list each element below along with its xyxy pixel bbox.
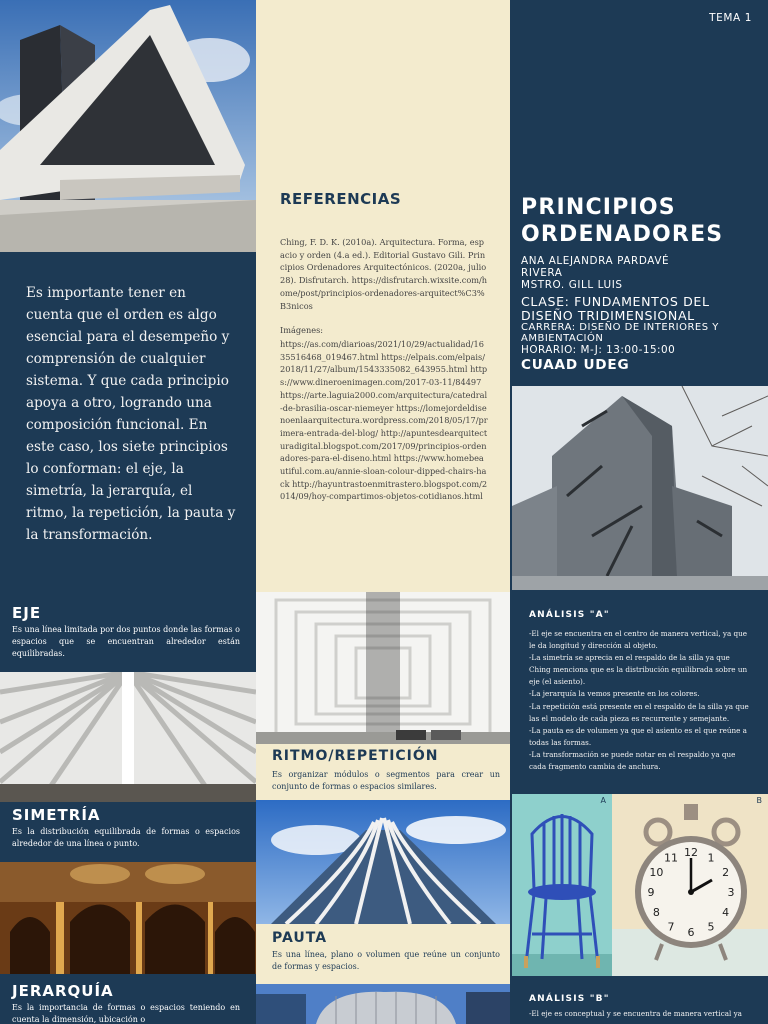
analysis-a-p2: -La simetría se aprecia en el respaldo de la silla ya que Ching menciona que es la distribución equilibrada sobre un eje (el asiento). xyxy=(529,653,748,687)
references-images: https://as.com/diarioas/2021/10/29/actualidad/1635516468_019467.html https://elpais.com/elpais/2018/11/27/album/1543335082_643955.html https://www.dineroenimagen.com/2017-03-11/84497 https://arte.laguia2000.com/arquitectura/catedral-de-brasilia-oscar-niemeyer https://lomejordeldisenoenlaarquitectura.wordpress.com/2018/05/17/primera-entrada-del-blog/ http://apuntesdearquitecturadigital.blogspot.com/2017/09/principios-ordenadores-para-el-diseno.html https://www.homebeautiful.com.au/annie-sloan-colour-dipped-chairs-hack http://hayuntrastoenmitrastero.blogspot.com/2014/09/hoy-compartimos-objetos-cotidianos.html xyxy=(280,339,488,502)
clock-number: 2 xyxy=(722,866,730,879)
eje-title: EJE xyxy=(12,604,42,622)
analysis-b-p1: -El eje es conceptual y se encuentra de manera vertical ya xyxy=(529,1009,742,1018)
ritmo-section xyxy=(256,744,510,800)
cathedral-photo xyxy=(256,800,510,924)
images-label: Imágenes: xyxy=(280,325,324,335)
chair-photo xyxy=(512,794,612,976)
clock-number: 9 xyxy=(647,886,655,899)
clock-number: 7 xyxy=(667,920,675,934)
ribs-photo xyxy=(0,672,256,802)
analysis-a-p6: -La transformación se puede notar en el respaldo ya que cada fragmento cambia de anchura. xyxy=(529,749,736,772)
class-line1: CLASE: FUNDAMENTOS DEL xyxy=(521,294,710,309)
simetria-text: Es la distribución equilibrada de formas o espacios alrededor de una línea o punto. xyxy=(12,827,240,849)
clock-photo xyxy=(612,794,768,976)
schedule: HORARIO: M-J: 13:00-15:00 xyxy=(521,344,676,357)
school: CUAAD UDEG xyxy=(521,357,630,373)
jerarquia-section xyxy=(0,974,256,1024)
class-line2: DISEÑO TRIDIMENSIONAL xyxy=(521,307,695,323)
clock-number: 3 xyxy=(727,886,735,899)
photo-label-a: A xyxy=(600,796,606,805)
author-line1: ANA ALEJANDRA PARDAVÉ xyxy=(521,255,670,267)
photo-label-b: B xyxy=(756,796,762,805)
cover-title xyxy=(521,194,723,248)
cover-title-line1: PRINCIPIOS xyxy=(521,195,676,220)
ritmo-title: RITMO/REPETICIÓN xyxy=(272,748,439,764)
jerarquia-text: Es la importancia de formas o espacios teniendo en cuenta la dimensión, ubicación o xyxy=(12,1003,240,1024)
eje-text: Es una línea limitada por dos puntos donde las formas o espacios que se encuentran alrededor están equilibradas. xyxy=(12,625,240,659)
clock-number: 11 xyxy=(664,851,678,865)
analysis-b-title: ANÁLISIS "B" xyxy=(529,994,610,1004)
pauta-text: Es una línea, plano o volumen que reúne un conjunto de formas y espacios. xyxy=(272,950,500,972)
references-citations: Ching, F. D. K. (2010a). Arquitectura. Forma, espacio y orden (4.a ed.). Editorial Gustavo Gili. Principios Ordenadores Arquitectónicos. (2020a, julio 28). Disfrutarch. https://disfrutarch.wixsite.com/home/post/principios-ordenadores-arquitect%C3%B3nicos xyxy=(280,237,488,311)
arches-photo xyxy=(0,862,256,974)
analysis-a-p5: -La pauta es de volumen ya que el asiento es el que reúne a todas las formas. xyxy=(529,725,747,747)
pauta-title: PAUTA xyxy=(272,930,328,946)
analysis-b-panel xyxy=(512,976,768,1024)
tema-label: TEMA 1 xyxy=(709,12,752,24)
clock-number: 8 xyxy=(652,906,660,919)
cover-panel xyxy=(510,0,768,386)
pauta-section xyxy=(256,924,510,984)
analysis-a-p4: -La repetición está presente en el respaldo de la silla ya que las el modelo de cada pieza es recurrente y semejante. xyxy=(529,701,749,723)
building-photo-top xyxy=(0,0,256,252)
clock-number: 10 xyxy=(649,866,664,879)
tunnel-photo xyxy=(256,592,510,744)
clock-number: 4 xyxy=(722,906,730,919)
clock-number: 6 xyxy=(687,926,695,939)
class-block xyxy=(521,295,761,322)
career-line1: CARRERA: DISEÑO DE INTERIORES Y xyxy=(521,322,719,333)
museum-photo-bottom xyxy=(256,984,510,1024)
career-line2: AMBIENTACIÓN xyxy=(521,333,604,345)
analysis-a-p1: -El eje se encuentra en el centro de manera vertical, ya que le da longitud y dirección al objeto. xyxy=(529,629,748,651)
references-title: REFERENCIAS xyxy=(280,190,402,208)
jerarquia-title: JERARQUÍA xyxy=(12,982,114,1000)
intro-text: Es importante tener en cuenta que el orden es algo esencial para el desempeño y comprensión de cualquier sistema. Y que cada principio apoya a otro, logrando una composición funcional. En este caso, los siete principios lo conforman: el eje, la simetría, la jerarquía, el ritmo, la repetición, la pauta y la transformación. xyxy=(26,285,236,543)
references-panel xyxy=(256,0,510,592)
clock-number: 5 xyxy=(707,920,715,934)
author-line2: RIVERA xyxy=(521,267,563,280)
eje-section xyxy=(0,596,256,672)
cover-title-line2: ORDENADORES xyxy=(521,222,724,247)
analysis-a-panel xyxy=(512,596,768,794)
analysis-a-title: ANÁLISIS "A" xyxy=(529,610,610,620)
simetria-section xyxy=(0,802,256,862)
analysis-a-p3: -La jerarquía la vemos presente en los colores. xyxy=(529,689,700,699)
clock-number: 12 xyxy=(684,846,698,859)
intro-panel xyxy=(0,252,256,592)
clock-number: 1 xyxy=(707,851,715,865)
simetria-title: SIMETRÍA xyxy=(12,806,101,824)
teacher: MSTRO. GILL LUIS xyxy=(521,279,623,292)
museum-photo-right xyxy=(512,386,768,590)
career-block xyxy=(521,322,761,356)
analysis-a-body xyxy=(529,628,753,773)
cover-credits xyxy=(521,255,761,292)
ritmo-text: Es organizar módulos o segmentos para crear un conjunto de formas o espacios similares. xyxy=(272,770,500,792)
